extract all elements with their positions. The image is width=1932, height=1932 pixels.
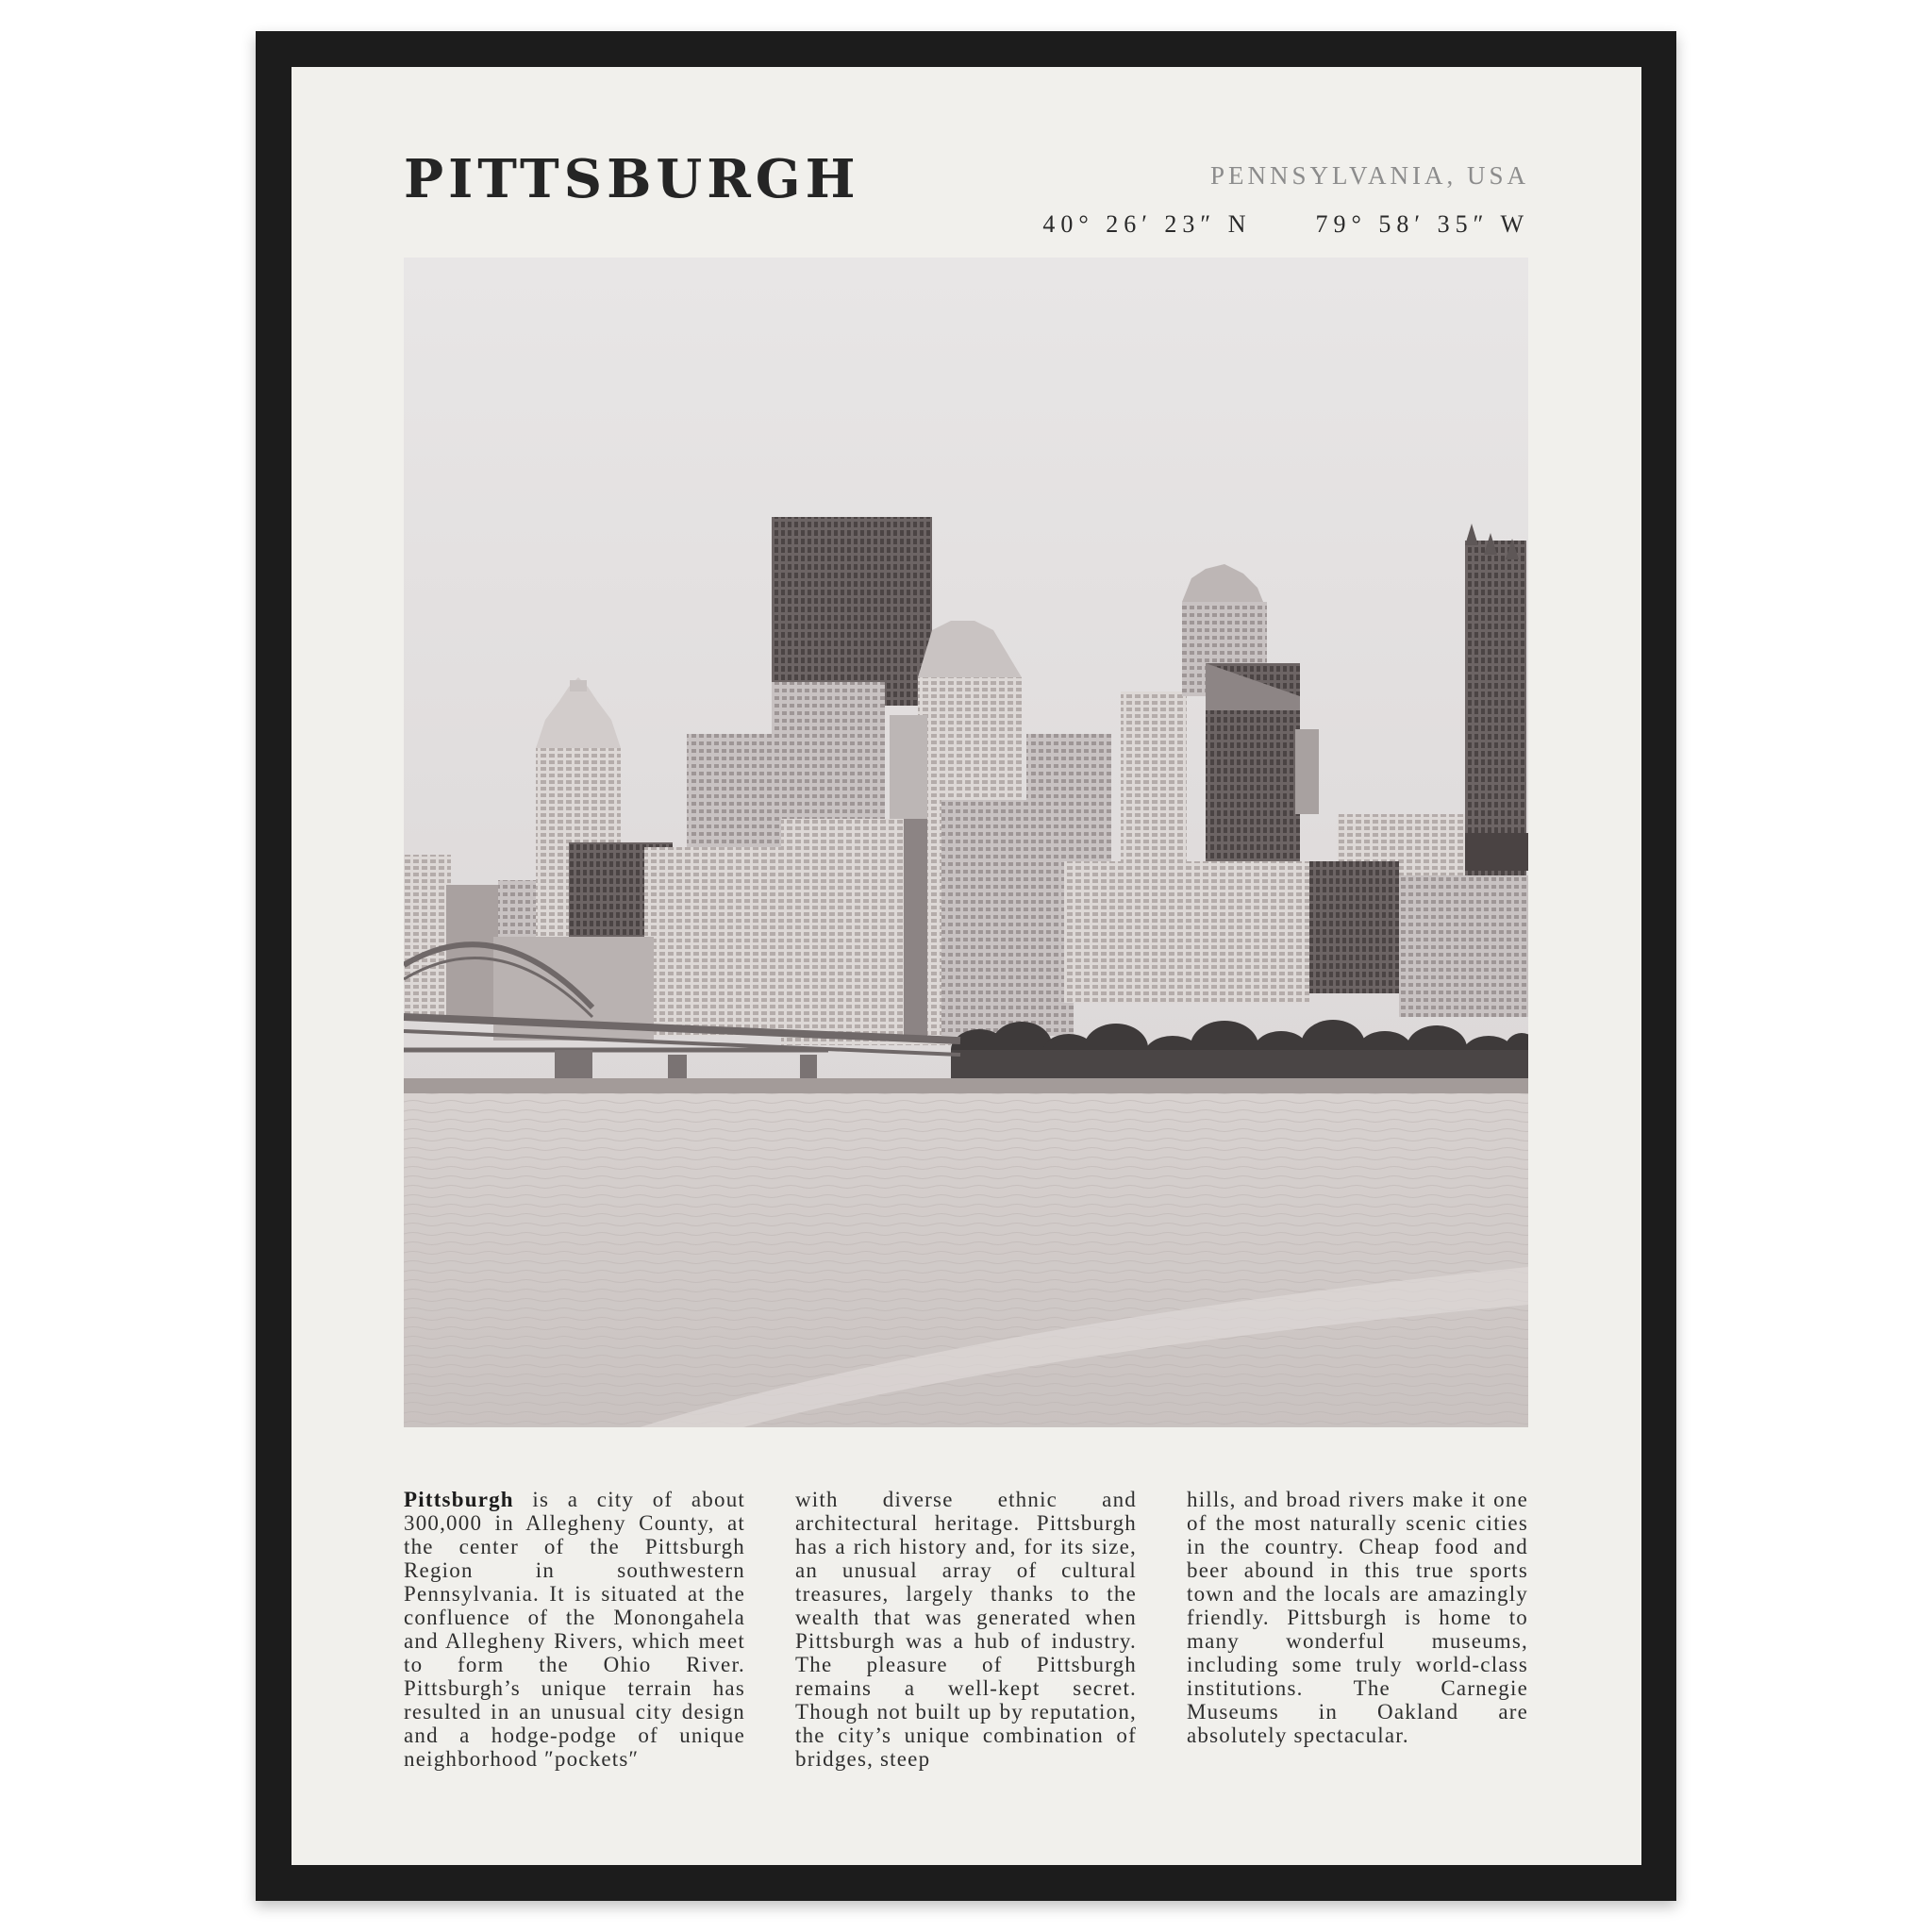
description-column-3: hills, and broad rivers make it one of the most naturally scenic cities in the country. Cheap food and beer abound in this true sports town and the locals are amazingly friendly. Pittsburgh is home to many wonderful museums, including some truly world-class institutions. The Carnegie Museums in Oakland are absolutely spectacular. — [1187, 1488, 1528, 1747]
latitude: 40° 26′ 23″ N — [1042, 210, 1252, 238]
skyline-photo — [404, 258, 1528, 1427]
coordinates — [1042, 212, 1529, 237]
description-col1-text: is a city of about 300,000 in Allegheny County, at the center of the Pittsburgh Region in southwestern Pennsylvania. It is situated at the confluence of the Monongahela and Allegheny Rivers, which meet to form the Ohio River. Pittsburgh’s unique terrain has resulted in an unusual city design and a hodge-podge of unique neighborhood ″pockets″ — [404, 1488, 745, 1771]
shoreline — [404, 1078, 1528, 1093]
region-label: PENNSYLVANIA, USA — [1209, 161, 1529, 190]
description-column-1 — [404, 1488, 745, 1771]
longitude: 79° 58′ 35″ W — [1315, 210, 1529, 238]
description-column-2: with diverse ethnic and architectural heritage. Pittsburgh has a rich history and, for its size, an unusual array of cultural treasures, largely thanks to the wealth that was generated when Pittsburgh was a hub of industry. The pleasure of Pittsburgh remains a well-kept secret. Though not built up by reputation, the city’s unique combination of bridges, steep — [795, 1488, 1137, 1771]
poster-title: PITTSBURGH — [404, 148, 860, 210]
tree-line — [951, 1020, 1528, 1078]
description-lead: Pittsburgh — [404, 1488, 514, 1511]
